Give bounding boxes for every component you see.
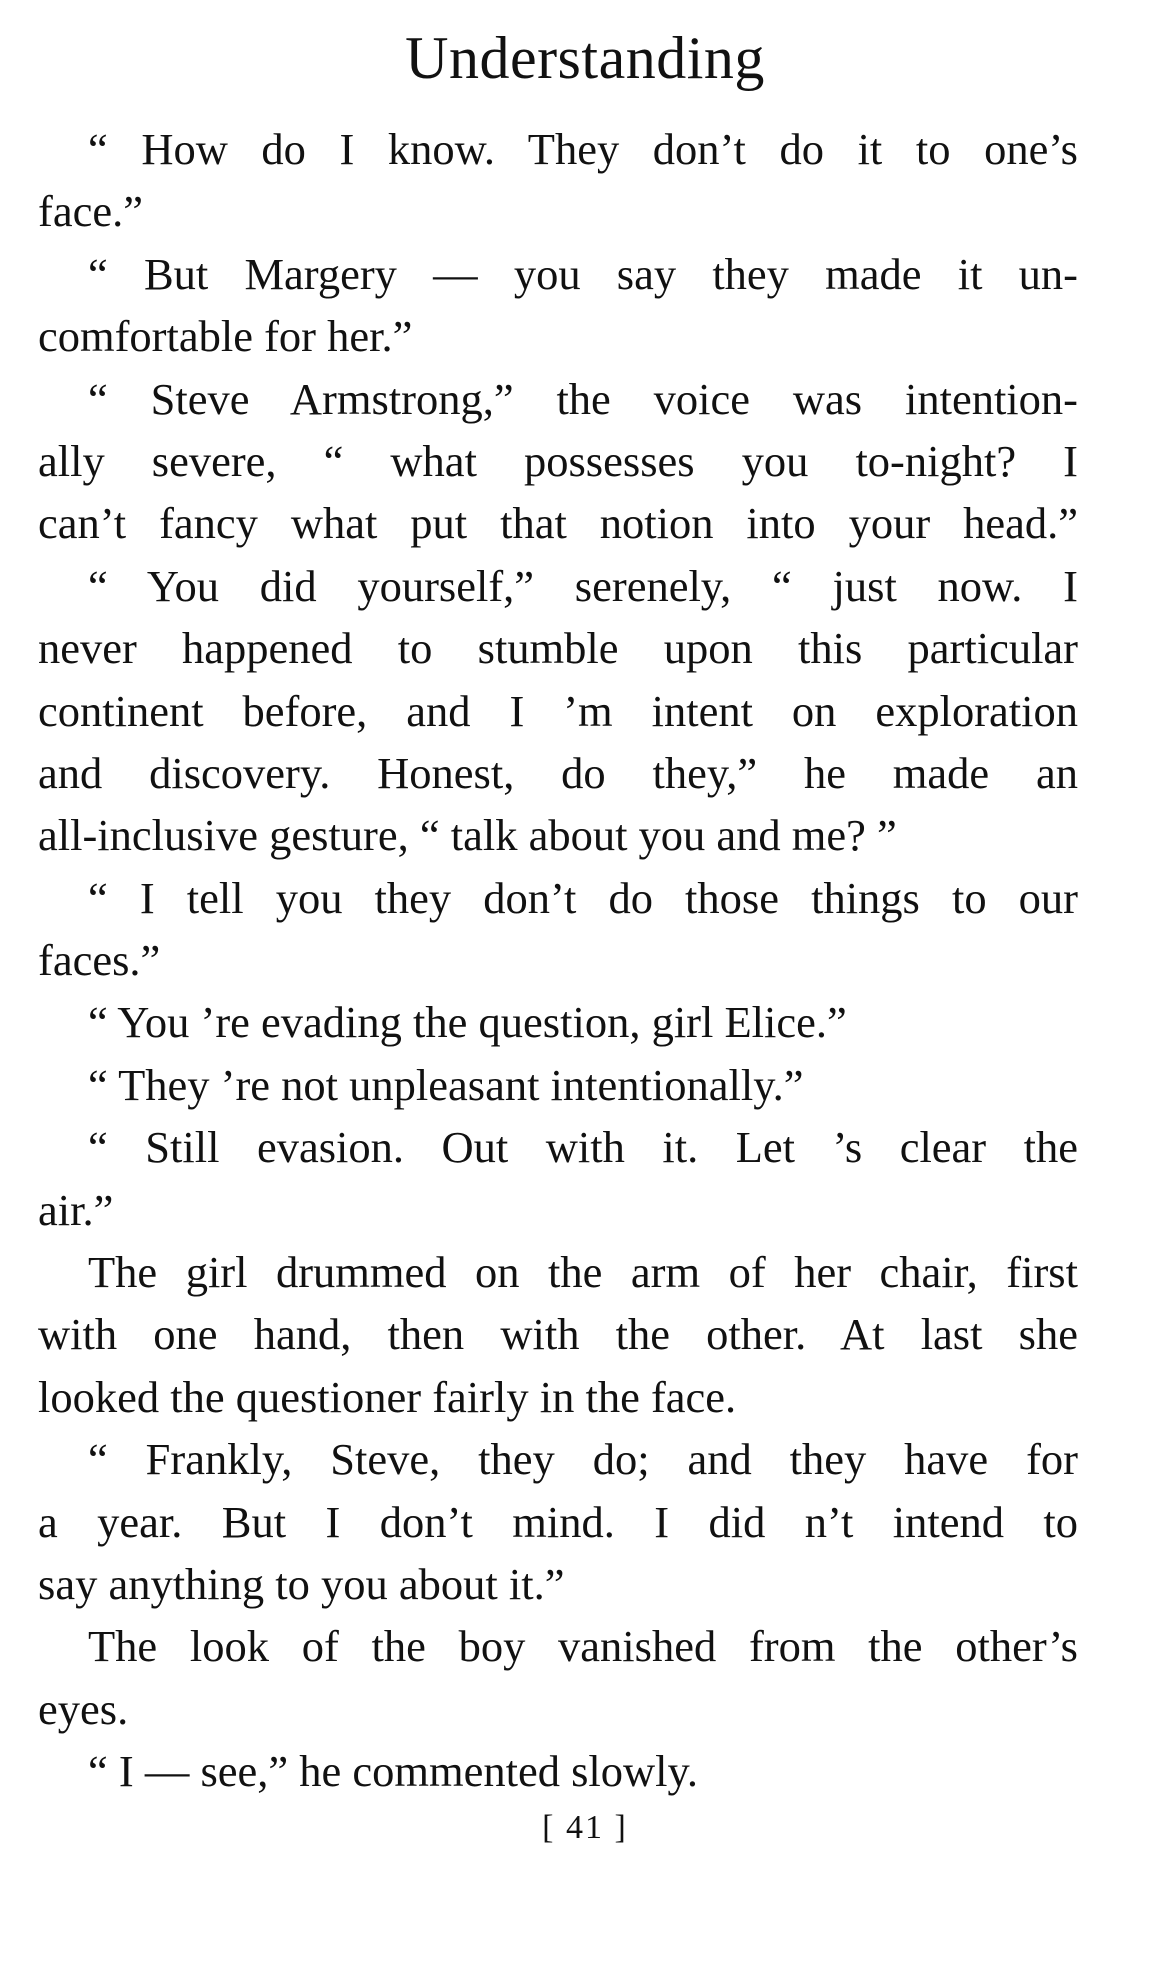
text-line: continent before, and I ’m intent on exploration [38,685,1078,736]
text-line: never happened to stumble upon this particular [38,623,1078,674]
text-line: The look of the boy vanished from the other’s [88,1621,1078,1672]
text-line: The girl drummed on the arm of her chair, first [88,1247,1078,1298]
text-line: “ Steve Armstrong,” the voice was intention- [88,373,1078,424]
text-line: “ Still evasion. Out with it. Let ’s clear the [88,1122,1078,1173]
text-line: “ But Margery — you say they made it un- [88,248,1078,299]
text-line: “ You did yourself,” serenely, “ just now. I [88,560,1078,611]
page-number: [ 41 ] [542,1809,628,1846]
text-line: can’t fancy what put that notion into your head.” [38,498,1078,549]
text-line: looked the questioner fairly in the face. [38,1371,737,1422]
text-line: face.” [38,186,143,237]
text-line: “ Frankly, Steve, they do; and they have for [88,1434,1078,1485]
text-line: air.” [38,1184,114,1235]
text-line: say anything to you about it.” [38,1558,565,1609]
text-line: ally severe, “ what possesses you to-night? I [38,435,1078,486]
text-line: and discovery. Honest, do they,” he made an [38,747,1078,798]
running-head: Understanding [405,25,765,91]
text-line: “ How do I know. They don’t do it to one’s [88,124,1078,174]
text-line: “ I tell you they don’t do those things to our [88,872,1078,923]
text-line: comfortable for her.” [38,311,413,362]
text-line: “ They ’re not unpleasant intentionally.” [88,1059,804,1110]
text-line: all-inclusive gesture, “ talk about you and me? ” [38,810,897,861]
body-text [38,118,1078,1803]
text-line: “ You ’re evading the question, girl Elice.” [88,997,847,1048]
text-line: with one hand, then with the other. At last she [38,1309,1078,1360]
text-line: faces.” [38,935,161,986]
text-line: “ I — see,” he commented slowly. [88,1746,699,1797]
text-line: a year. But I don’t mind. I did n’t intend to [38,1496,1078,1547]
text-line: eyes. [38,1683,129,1734]
